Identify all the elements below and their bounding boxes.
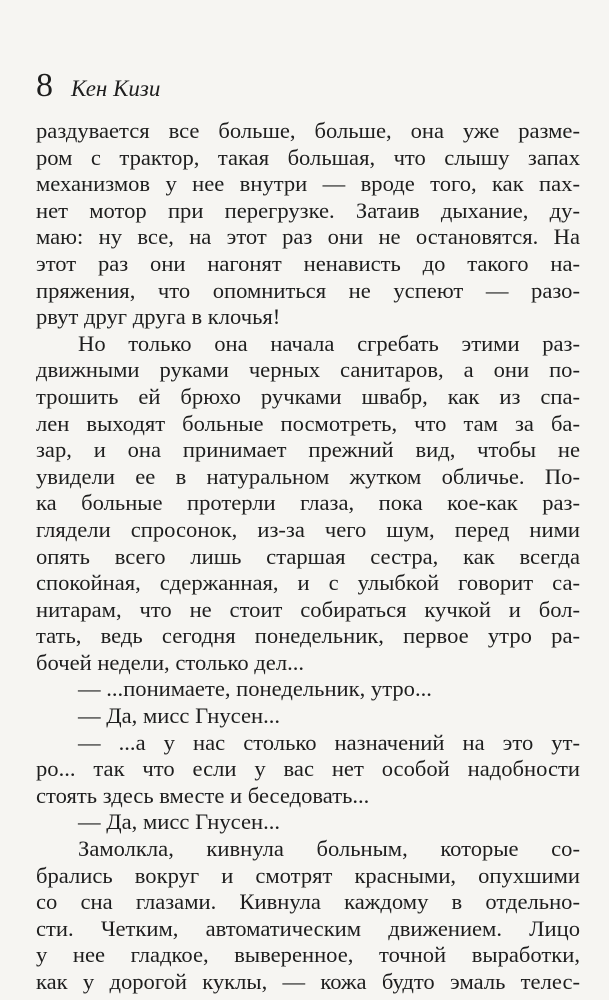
body-text — [36, 118, 580, 996]
text-line: движными руками черных санитаров, а они по- — [36, 357, 580, 383]
page-header — [36, 66, 160, 106]
text-line: ро... так что если у вас нет особой надобности — [36, 756, 580, 782]
text-line: нитарам, что не стоит собираться кучкой и бол- — [36, 596, 580, 622]
text-line: сти. Четким, автоматическим движением. Лицо — [36, 915, 580, 941]
text-line: — ...а у нас столько назначений на это ут- — [78, 729, 580, 755]
text-line: спокойная, сдержанная, и с улыбкой говорит са- — [36, 570, 580, 596]
text-line: брались вокруг и смотрят красными, опухшими — [36, 862, 580, 888]
text-line: механизмов у нее внутри — вроде того, как пах- — [36, 171, 580, 197]
text-line: — Да, мисс Гнусен... — [78, 703, 281, 729]
running-head: Кен Кизи — [71, 76, 161, 101]
text-line: зар, и она принимает прежний вид, чтобы не — [36, 437, 580, 463]
text-line: этот раз они нагонят ненависть до такого на- — [36, 250, 580, 276]
page-number: 8 — [36, 67, 53, 104]
text-line: увидели ее в натуральном жутком обличье. По- — [36, 463, 580, 489]
text-line: глядели спросонок, из-за чего шум, перед ними — [36, 516, 580, 542]
text-line: у нее гладкое, выверенное, точной выработки, — [36, 942, 580, 968]
text-line: лен выходят больные посмотреть, что там за ба- — [36, 410, 580, 436]
text-line: Замолкла, кивнула больным, которые со- — [78, 836, 580, 862]
text-line: бочей недели, столько дел... — [36, 649, 305, 675]
text-line: — ...понимаете, понедельник, утро... — [78, 676, 432, 702]
text-line: маю: ну все, на этот раз они не остановятся. На — [36, 224, 580, 250]
text-line: ром с трактор, такая большая, что слышу запах — [36, 144, 580, 170]
text-line: — Да, мисс Гнусен... — [78, 809, 281, 835]
text-line: пряжения, что опомниться не успеют — разо- — [36, 277, 580, 303]
text-line: стоять здесь вместе и беседовать... — [36, 782, 370, 808]
text-line: опять всего лишь старшая сестра, как всегда — [36, 543, 580, 569]
text-line: ка больные протерли глаза, пока кое-как раз- — [36, 490, 580, 516]
text-line: тать, ведь сегодня понедельник, первое утро ра- — [36, 623, 580, 649]
text-line: нет мотор при перегрузке. Затаив дыхание, ду- — [36, 197, 580, 223]
text-line: как у дорогой куклы, — кожа будто эмаль телес- — [36, 969, 580, 994]
text-line: Но только она начала сгребать этими раз- — [78, 330, 580, 356]
text-line: трошить ей брюхо ручками швабр, как из спа- — [36, 383, 580, 409]
text-line: со сна глазами. Кивнула каждому в отдельно- — [36, 889, 580, 915]
text-line: раздувается все больше, больше, она уже разме- — [36, 118, 580, 143]
text-line: рвут друг друга в клочья! — [36, 304, 281, 330]
